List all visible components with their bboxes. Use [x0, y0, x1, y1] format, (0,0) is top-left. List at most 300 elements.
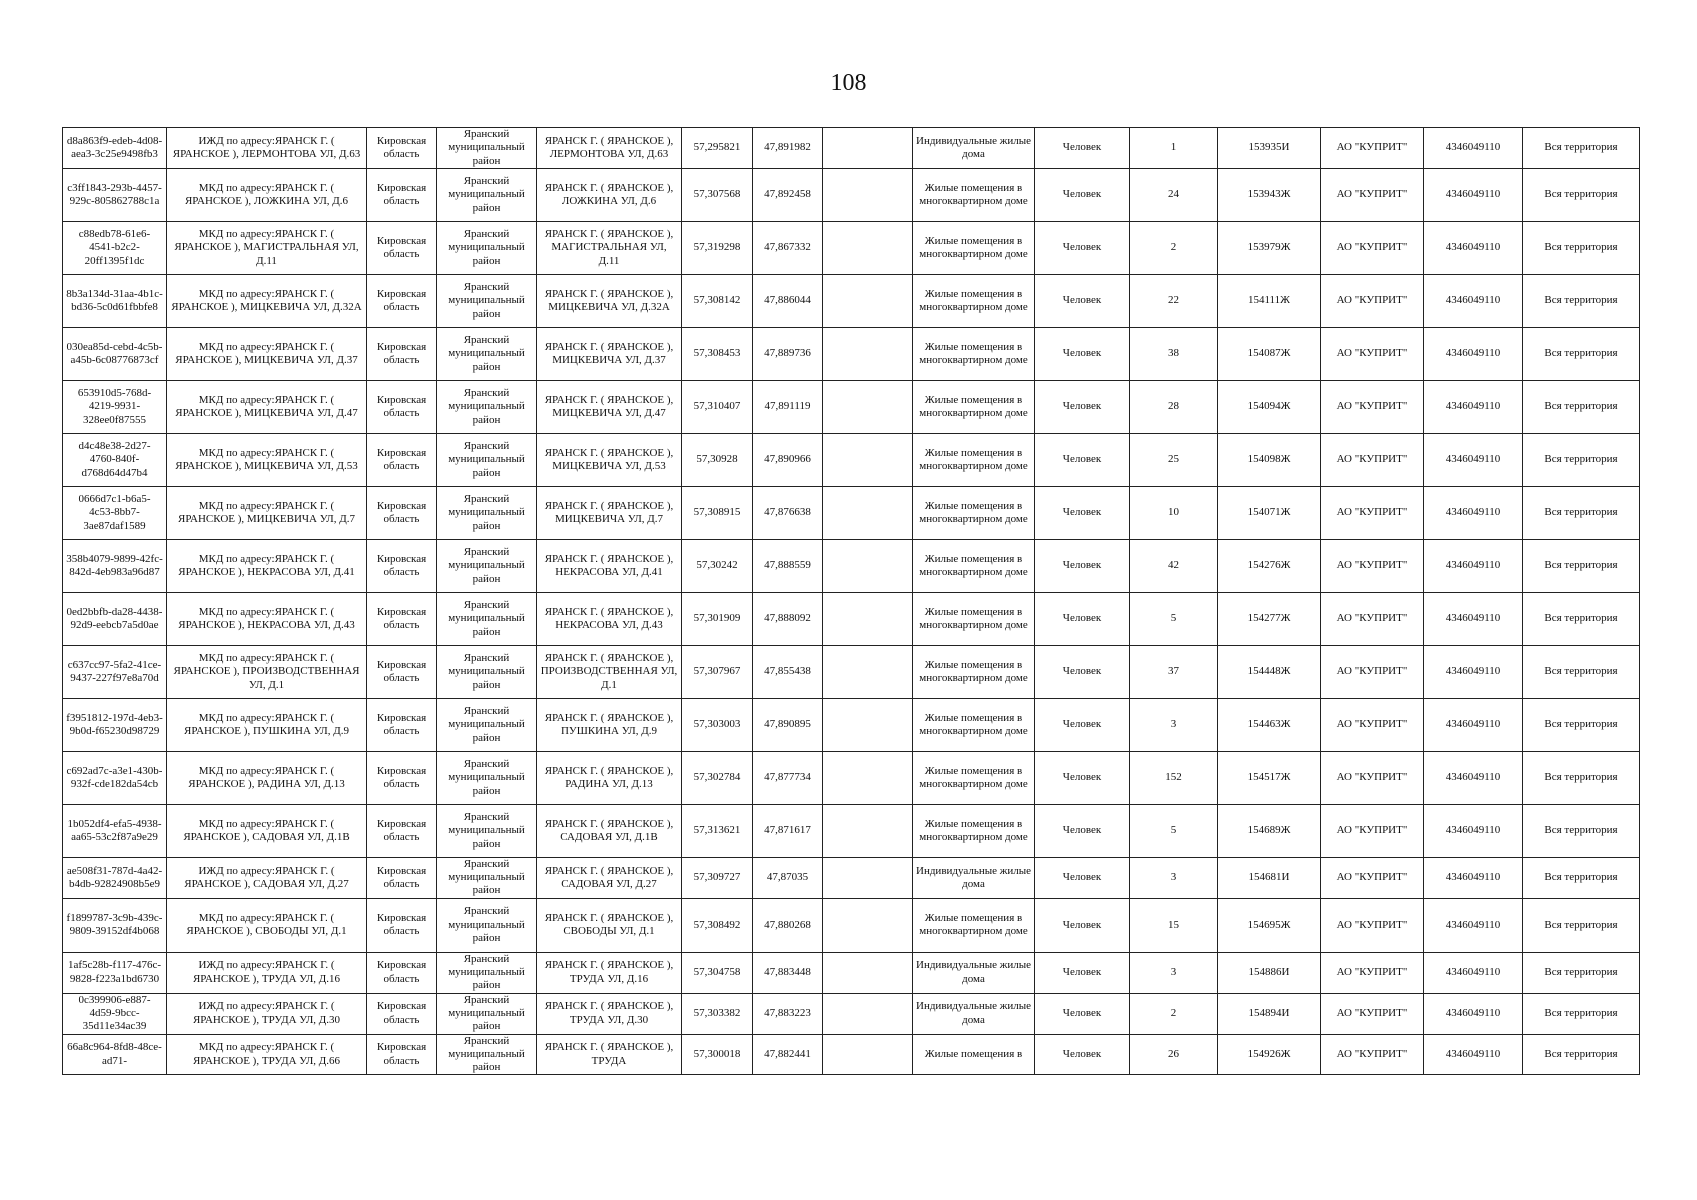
resident-count-cell: 1 — [1130, 128, 1218, 169]
district-cell: Яранский муниципальный район — [437, 221, 537, 274]
object-name-cell: ИЖД по адресу:ЯРАНСК Г. ( ЯРАНСКОЕ ), ТРУДА УЛ, Д.16 — [167, 952, 367, 993]
housing-type-cell: Жилые помещения в многоквартирном доме — [913, 645, 1035, 698]
object-name-cell: МКД по адресу:ЯРАНСК Г. ( ЯРАНСКОЕ ), МИЦКЕВИЧА УЛ, Д.37 — [167, 327, 367, 380]
longitude-cell: 47,867332 — [753, 221, 823, 274]
object-code-cell: 153943Ж — [1218, 168, 1321, 221]
unit-cell: Человек — [1035, 274, 1130, 327]
housing-type-cell: Жилые помещения в многоквартирном доме — [913, 274, 1035, 327]
empty-cell-cell — [823, 804, 913, 857]
registry-table — [62, 127, 1640, 1075]
longitude-cell: 47,87035 — [753, 857, 823, 898]
territory-cell: Вся территория — [1523, 698, 1640, 751]
organization-cell: АО "КУПРИТ" — [1321, 486, 1424, 539]
district-cell: Яранский муниципальный район — [437, 751, 537, 804]
unit-cell: Человек — [1035, 698, 1130, 751]
resident-count-cell: 3 — [1130, 857, 1218, 898]
row-id-cell: 1b052df4-efa5-4938-aa65-53c2f87a9e29 — [63, 804, 167, 857]
empty-cell-cell — [823, 645, 913, 698]
organization-cell: АО "КУПРИТ" — [1321, 592, 1424, 645]
territory-cell: Вся территория — [1523, 898, 1640, 952]
table-row — [63, 993, 1640, 1034]
inn-cell: 4346049110 — [1424, 274, 1523, 327]
address-cell: ЯРАНСК Г. ( ЯРАНСКОЕ ), ТРУДА — [537, 1034, 682, 1075]
object-code-cell: 154277Ж — [1218, 592, 1321, 645]
district-cell: Яранский муниципальный район — [437, 804, 537, 857]
address-cell: ЯРАНСК Г. ( ЯРАНСКОЕ ), МИЦКЕВИЧА УЛ, Д.32А — [537, 274, 682, 327]
unit-cell: Человек — [1035, 221, 1130, 274]
row-id-cell: d8a863f9-edeb-4d08-aea3-3c25e9498fb3 — [63, 128, 167, 169]
region-cell: Кировская область — [367, 221, 437, 274]
housing-type-cell: Жилые помещения в многоквартирном доме — [913, 539, 1035, 592]
housing-type-cell: Индивидуальные жилые дома — [913, 128, 1035, 169]
latitude-cell: 57,30242 — [682, 539, 753, 592]
empty-cell-cell — [823, 751, 913, 804]
latitude-cell: 57,304758 — [682, 952, 753, 993]
row-id-cell: 66a8c964-8fd8-48ce-ad71- — [63, 1034, 167, 1075]
resident-count-cell: 5 — [1130, 804, 1218, 857]
longitude-cell: 47,889736 — [753, 327, 823, 380]
empty-cell-cell — [823, 274, 913, 327]
address-cell: ЯРАНСК Г. ( ЯРАНСКОЕ ), МИЦКЕВИЧА УЛ, Д.53 — [537, 433, 682, 486]
table-row — [63, 274, 1640, 327]
region-cell: Кировская область — [367, 168, 437, 221]
address-cell: ЯРАНСК Г. ( ЯРАНСКОЕ ), САДОВАЯ УЛ, Д.1В — [537, 804, 682, 857]
inn-cell: 4346049110 — [1424, 898, 1523, 952]
table-row — [63, 592, 1640, 645]
object-code-cell: 154681И — [1218, 857, 1321, 898]
object-code-cell: 154695Ж — [1218, 898, 1321, 952]
territory-cell: Вся территория — [1523, 539, 1640, 592]
territory-cell: Вся территория — [1523, 804, 1640, 857]
territory-cell: Вся территория — [1523, 645, 1640, 698]
object-name-cell: МКД по адресу:ЯРАНСК Г. ( ЯРАНСКОЕ ), СВОБОДЫ УЛ, Д.1 — [167, 898, 367, 952]
object-code-cell: 154926Ж — [1218, 1034, 1321, 1075]
address-cell: ЯРАНСК Г. ( ЯРАНСКОЕ ), ТРУДА УЛ, Д.16 — [537, 952, 682, 993]
empty-cell-cell — [823, 857, 913, 898]
object-code-cell: 154463Ж — [1218, 698, 1321, 751]
housing-type-cell: Жилые помещения в многоквартирном доме — [913, 898, 1035, 952]
territory-cell: Вся территория — [1523, 221, 1640, 274]
latitude-cell: 57,308492 — [682, 898, 753, 952]
inn-cell: 4346049110 — [1424, 327, 1523, 380]
table-row — [63, 898, 1640, 952]
district-cell: Яранский муниципальный район — [437, 952, 537, 993]
row-id-cell: 0ed2bbfb-da28-4438-92d9-eebcb7a5d0ae — [63, 592, 167, 645]
territory-cell: Вся территория — [1523, 952, 1640, 993]
organization-cell: АО "КУПРИТ" — [1321, 698, 1424, 751]
region-cell: Кировская область — [367, 857, 437, 898]
district-cell: Яранский муниципальный район — [437, 857, 537, 898]
unit-cell: Человек — [1035, 168, 1130, 221]
housing-type-cell: Жилые помещения в многоквартирном доме — [913, 433, 1035, 486]
organization-cell: АО "КУПРИТ" — [1321, 645, 1424, 698]
region-cell: Кировская область — [367, 1034, 437, 1075]
object-name-cell: МКД по адресу:ЯРАНСК Г. ( ЯРАНСКОЕ ), ТРУДА УЛ, Д.66 — [167, 1034, 367, 1075]
object-name-cell: МКД по адресу:ЯРАНСК Г. ( ЯРАНСКОЕ ), МАГИСТРАЛЬНАЯ УЛ, Д.11 — [167, 221, 367, 274]
organization-cell: АО "КУПРИТ" — [1321, 1034, 1424, 1075]
latitude-cell: 57,313621 — [682, 804, 753, 857]
longitude-cell: 47,880268 — [753, 898, 823, 952]
housing-type-cell: Жилые помещения в многоквартирном доме — [913, 592, 1035, 645]
longitude-cell: 47,883223 — [753, 993, 823, 1034]
table-row — [63, 539, 1640, 592]
object-name-cell: МКД по адресу:ЯРАНСК Г. ( ЯРАНСКОЕ ), МИЦКЕВИЧА УЛ, Д.32А — [167, 274, 367, 327]
organization-cell: АО "КУПРИТ" — [1321, 274, 1424, 327]
region-cell: Кировская область — [367, 592, 437, 645]
organization-cell: АО "КУПРИТ" — [1321, 128, 1424, 169]
table-row — [63, 486, 1640, 539]
territory-cell: Вся территория — [1523, 1034, 1640, 1075]
empty-cell-cell — [823, 952, 913, 993]
longitude-cell: 47,855438 — [753, 645, 823, 698]
address-cell: ЯРАНСК Г. ( ЯРАНСКОЕ ), РАДИНА УЛ, Д.13 — [537, 751, 682, 804]
table-row — [63, 327, 1640, 380]
object-code-cell: 154071Ж — [1218, 486, 1321, 539]
object-code-cell: 154886И — [1218, 952, 1321, 993]
district-cell: Яранский муниципальный район — [437, 592, 537, 645]
address-cell: ЯРАНСК Г. ( ЯРАНСКОЕ ), ПУШКИНА УЛ, Д.9 — [537, 698, 682, 751]
resident-count-cell: 3 — [1130, 952, 1218, 993]
row-id-cell: f1899787-3c9b-439c-9809-39152df4b068 — [63, 898, 167, 952]
territory-cell: Вся территория — [1523, 993, 1640, 1034]
empty-cell-cell — [823, 380, 913, 433]
longitude-cell: 47,876638 — [753, 486, 823, 539]
unit-cell: Человек — [1035, 645, 1130, 698]
inn-cell: 4346049110 — [1424, 645, 1523, 698]
housing-type-cell: Индивидуальные жилые дома — [913, 952, 1035, 993]
latitude-cell: 57,309727 — [682, 857, 753, 898]
row-id-cell: 0c399906-e887-4d59-9bcc-35d11e34ac39 — [63, 993, 167, 1034]
district-cell: Яранский муниципальный район — [437, 433, 537, 486]
address-cell: ЯРАНСК Г. ( ЯРАНСКОЕ ), МАГИСТРАЛЬНАЯ УЛ, Д.11 — [537, 221, 682, 274]
organization-cell: АО "КУПРИТ" — [1321, 898, 1424, 952]
territory-cell: Вся территория — [1523, 433, 1640, 486]
address-cell: ЯРАНСК Г. ( ЯРАНСКОЕ ), ТРУДА УЛ, Д.30 — [537, 993, 682, 1034]
latitude-cell: 57,301909 — [682, 592, 753, 645]
region-cell: Кировская область — [367, 327, 437, 380]
housing-type-cell: Жилые помещения в многоквартирном доме — [913, 168, 1035, 221]
latitude-cell: 57,307568 — [682, 168, 753, 221]
resident-count-cell: 24 — [1130, 168, 1218, 221]
inn-cell: 4346049110 — [1424, 751, 1523, 804]
district-cell: Яранский муниципальный район — [437, 168, 537, 221]
row-id-cell: c3ff1843-293b-4457-929c-805862788c1a — [63, 168, 167, 221]
inn-cell: 4346049110 — [1424, 433, 1523, 486]
district-cell: Яранский муниципальный район — [437, 128, 537, 169]
territory-cell: Вся территория — [1523, 128, 1640, 169]
inn-cell: 4346049110 — [1424, 952, 1523, 993]
inn-cell: 4346049110 — [1424, 486, 1523, 539]
unit-cell: Человек — [1035, 1034, 1130, 1075]
object-name-cell: МКД по адресу:ЯРАНСК Г. ( ЯРАНСКОЕ ), НЕКРАСОВА УЛ, Д.43 — [167, 592, 367, 645]
row-id-cell: 030ea85d-cebd-4c5b-a45b-6c08776873cf — [63, 327, 167, 380]
address-cell: ЯРАНСК Г. ( ЯРАНСКОЕ ), САДОВАЯ УЛ, Д.27 — [537, 857, 682, 898]
resident-count-cell: 37 — [1130, 645, 1218, 698]
housing-type-cell: Жилые помещения в — [913, 1034, 1035, 1075]
latitude-cell: 57,303003 — [682, 698, 753, 751]
district-cell: Яранский муниципальный район — [437, 898, 537, 952]
resident-count-cell: 10 — [1130, 486, 1218, 539]
object-name-cell: МКД по адресу:ЯРАНСК Г. ( ЯРАНСКОЕ ), ЛОЖКИНА УЛ, Д.6 — [167, 168, 367, 221]
unit-cell: Человек — [1035, 327, 1130, 380]
page-number: 108 — [830, 70, 867, 96]
housing-type-cell: Жилые помещения в многоквартирном доме — [913, 327, 1035, 380]
territory-cell: Вся территория — [1523, 274, 1640, 327]
region-cell: Кировская область — [367, 539, 437, 592]
object-code-cell: 154094Ж — [1218, 380, 1321, 433]
table-row — [63, 128, 1640, 169]
region-cell: Кировская область — [367, 993, 437, 1034]
unit-cell: Человек — [1035, 751, 1130, 804]
territory-cell: Вся территория — [1523, 857, 1640, 898]
row-id-cell: 0666d7c1-b6a5-4c53-8bb7-3ae87daf1589 — [63, 486, 167, 539]
row-id-cell: d4c48e38-2d27-4760-840f-d768d64d47b4 — [63, 433, 167, 486]
region-cell: Кировская область — [367, 698, 437, 751]
latitude-cell: 57,310407 — [682, 380, 753, 433]
object-code-cell: 154098Ж — [1218, 433, 1321, 486]
resident-count-cell: 38 — [1130, 327, 1218, 380]
organization-cell: АО "КУПРИТ" — [1321, 993, 1424, 1034]
district-cell: Яранский муниципальный район — [437, 486, 537, 539]
empty-cell-cell — [823, 128, 913, 169]
table-row — [63, 857, 1640, 898]
inn-cell: 4346049110 — [1424, 698, 1523, 751]
latitude-cell: 57,30928 — [682, 433, 753, 486]
object-name-cell: МКД по адресу:ЯРАНСК Г. ( ЯРАНСКОЕ ), МИЦКЕВИЧА УЛ, Д.53 — [167, 433, 367, 486]
organization-cell: АО "КУПРИТ" — [1321, 751, 1424, 804]
region-cell: Кировская область — [367, 380, 437, 433]
row-id-cell: c692ad7c-a3e1-430b-932f-cde182da54cb — [63, 751, 167, 804]
longitude-cell: 47,882441 — [753, 1034, 823, 1075]
empty-cell-cell — [823, 221, 913, 274]
unit-cell: Человек — [1035, 804, 1130, 857]
resident-count-cell: 42 — [1130, 539, 1218, 592]
inn-cell: 4346049110 — [1424, 539, 1523, 592]
region-cell: Кировская область — [367, 486, 437, 539]
object-name-cell: МКД по адресу:ЯРАНСК Г. ( ЯРАНСКОЕ ), РАДИНА УЛ, Д.13 — [167, 751, 367, 804]
latitude-cell: 57,319298 — [682, 221, 753, 274]
table-row — [63, 645, 1640, 698]
district-cell: Яранский муниципальный район — [437, 1034, 537, 1075]
longitude-cell: 47,888559 — [753, 539, 823, 592]
object-code-cell: 153935И — [1218, 128, 1321, 169]
table-row — [63, 380, 1640, 433]
housing-type-cell: Жилые помещения в многоквартирном доме — [913, 804, 1035, 857]
housing-type-cell: Жилые помещения в многоквартирном доме — [913, 380, 1035, 433]
organization-cell: АО "КУПРИТ" — [1321, 221, 1424, 274]
unit-cell: Человек — [1035, 486, 1130, 539]
district-cell: Яранский муниципальный район — [437, 380, 537, 433]
table-row — [63, 221, 1640, 274]
resident-count-cell: 5 — [1130, 592, 1218, 645]
territory-cell: Вся территория — [1523, 486, 1640, 539]
resident-count-cell: 28 — [1130, 380, 1218, 433]
inn-cell: 4346049110 — [1424, 168, 1523, 221]
longitude-cell: 47,886044 — [753, 274, 823, 327]
district-cell: Яранский муниципальный район — [437, 993, 537, 1034]
object-name-cell: МКД по адресу:ЯРАНСК Г. ( ЯРАНСКОЕ ), ПРОИЗВОДСТВЕННАЯ УЛ, Д.1 — [167, 645, 367, 698]
row-id-cell: 653910d5-768d-4219-9931-328ee0f87555 — [63, 380, 167, 433]
resident-count-cell: 152 — [1130, 751, 1218, 804]
resident-count-cell: 15 — [1130, 898, 1218, 952]
object-code-cell: 154689Ж — [1218, 804, 1321, 857]
housing-type-cell: Жилые помещения в многоквартирном доме — [913, 486, 1035, 539]
unit-cell: Человек — [1035, 539, 1130, 592]
resident-count-cell: 26 — [1130, 1034, 1218, 1075]
resident-count-cell: 2 — [1130, 993, 1218, 1034]
latitude-cell: 57,308142 — [682, 274, 753, 327]
empty-cell-cell — [823, 539, 913, 592]
latitude-cell: 57,307967 — [682, 645, 753, 698]
region-cell: Кировская область — [367, 898, 437, 952]
address-cell: ЯРАНСК Г. ( ЯРАНСКОЕ ), МИЦКЕВИЧА УЛ, Д.7 — [537, 486, 682, 539]
territory-cell: Вся территория — [1523, 168, 1640, 221]
object-code-cell: 154448Ж — [1218, 645, 1321, 698]
latitude-cell: 57,300018 — [682, 1034, 753, 1075]
table-row — [63, 952, 1640, 993]
organization-cell: АО "КУПРИТ" — [1321, 952, 1424, 993]
organization-cell: АО "КУПРИТ" — [1321, 857, 1424, 898]
region-cell: Кировская область — [367, 128, 437, 169]
empty-cell-cell — [823, 1034, 913, 1075]
table-row — [63, 751, 1640, 804]
district-cell: Яранский муниципальный район — [437, 539, 537, 592]
latitude-cell: 57,308915 — [682, 486, 753, 539]
resident-count-cell: 22 — [1130, 274, 1218, 327]
organization-cell: АО "КУПРИТ" — [1321, 804, 1424, 857]
empty-cell-cell — [823, 592, 913, 645]
longitude-cell: 47,892458 — [753, 168, 823, 221]
inn-cell: 4346049110 — [1424, 128, 1523, 169]
object-name-cell: МКД по адресу:ЯРАНСК Г. ( ЯРАНСКОЕ ), НЕКРАСОВА УЛ, Д.41 — [167, 539, 367, 592]
territory-cell: Вся территория — [1523, 380, 1640, 433]
empty-cell-cell — [823, 993, 913, 1034]
inn-cell: 4346049110 — [1424, 857, 1523, 898]
inn-cell: 4346049110 — [1424, 804, 1523, 857]
longitude-cell: 47,871617 — [753, 804, 823, 857]
unit-cell: Человек — [1035, 898, 1130, 952]
district-cell: Яранский муниципальный район — [437, 698, 537, 751]
empty-cell-cell — [823, 698, 913, 751]
object-name-cell: МКД по адресу:ЯРАНСК Г. ( ЯРАНСКОЕ ), МИЦКЕВИЧА УЛ, Д.7 — [167, 486, 367, 539]
row-id-cell: 1af5c28b-f117-476c-9828-f223a1bd6730 — [63, 952, 167, 993]
inn-cell: 4346049110 — [1424, 221, 1523, 274]
address-cell: ЯРАНСК Г. ( ЯРАНСКОЕ ), НЕКРАСОВА УЛ, Д.41 — [537, 539, 682, 592]
empty-cell-cell — [823, 327, 913, 380]
address-cell: ЯРАНСК Г. ( ЯРАНСКОЕ ), ЛОЖКИНА УЛ, Д.6 — [537, 168, 682, 221]
table-row — [63, 168, 1640, 221]
address-cell: ЯРАНСК Г. ( ЯРАНСКОЕ ), МИЦКЕВИЧА УЛ, Д.47 — [537, 380, 682, 433]
longitude-cell: 47,890895 — [753, 698, 823, 751]
unit-cell: Человек — [1035, 380, 1130, 433]
longitude-cell: 47,877734 — [753, 751, 823, 804]
district-cell: Яранский муниципальный район — [437, 274, 537, 327]
longitude-cell: 47,883448 — [753, 952, 823, 993]
registry-rows — [63, 128, 1640, 1075]
address-cell: ЯРАНСК Г. ( ЯРАНСКОЕ ), ПРОИЗВОДСТВЕННАЯ УЛ, Д.1 — [537, 645, 682, 698]
empty-cell-cell — [823, 486, 913, 539]
empty-cell-cell — [823, 898, 913, 952]
object-name-cell: МКД по адресу:ЯРАНСК Г. ( ЯРАНСКОЕ ), МИЦКЕВИЧА УЛ, Д.47 — [167, 380, 367, 433]
territory-cell: Вся территория — [1523, 751, 1640, 804]
unit-cell: Человек — [1035, 857, 1130, 898]
organization-cell: АО "КУПРИТ" — [1321, 433, 1424, 486]
inn-cell: 4346049110 — [1424, 1034, 1523, 1075]
table-row — [63, 433, 1640, 486]
region-cell: Кировская область — [367, 952, 437, 993]
housing-type-cell: Жилые помещения в многоквартирном доме — [913, 698, 1035, 751]
object-code-cell: 154517Ж — [1218, 751, 1321, 804]
resident-count-cell: 3 — [1130, 698, 1218, 751]
row-id-cell: 358b4079-9899-42fc-842d-4eb983a96d87 — [63, 539, 167, 592]
region-cell: Кировская область — [367, 433, 437, 486]
housing-type-cell: Жилые помещения в многоквартирном доме — [913, 221, 1035, 274]
object-name-cell: МКД по адресу:ЯРАНСК Г. ( ЯРАНСКОЕ ), ПУШКИНА УЛ, Д.9 — [167, 698, 367, 751]
row-id-cell: f3951812-197d-4eb3-9b0d-f65230d98729 — [63, 698, 167, 751]
region-cell: Кировская область — [367, 645, 437, 698]
organization-cell: АО "КУПРИТ" — [1321, 539, 1424, 592]
longitude-cell: 47,891119 — [753, 380, 823, 433]
region-cell: Кировская область — [367, 804, 437, 857]
address-cell: ЯРАНСК Г. ( ЯРАНСКОЕ ), НЕКРАСОВА УЛ, Д.43 — [537, 592, 682, 645]
inn-cell: 4346049110 — [1424, 592, 1523, 645]
latitude-cell: 57,303382 — [682, 993, 753, 1034]
row-id-cell: 8b3a134d-31aa-4b1c-bd36-5c0d61fbbfe8 — [63, 274, 167, 327]
latitude-cell: 57,308453 — [682, 327, 753, 380]
object-name-cell: ИЖД по адресу:ЯРАНСК Г. ( ЯРАНСКОЕ ), ЛЕРМОНТОВА УЛ, Д.63 — [167, 128, 367, 169]
table-row — [63, 1034, 1640, 1075]
object-code-cell: 154894И — [1218, 993, 1321, 1034]
longitude-cell: 47,890966 — [753, 433, 823, 486]
address-cell: ЯРАНСК Г. ( ЯРАНСКОЕ ), МИЦКЕВИЧА УЛ, Д.37 — [537, 327, 682, 380]
territory-cell: Вся территория — [1523, 592, 1640, 645]
empty-cell-cell — [823, 168, 913, 221]
region-cell: Кировская область — [367, 274, 437, 327]
object-name-cell: ИЖД по адресу:ЯРАНСК Г. ( ЯРАНСКОЕ ), САДОВАЯ УЛ, Д.27 — [167, 857, 367, 898]
object-code-cell: 154276Ж — [1218, 539, 1321, 592]
object-name-cell: ИЖД по адресу:ЯРАНСК Г. ( ЯРАНСКОЕ ), ТРУДА УЛ, Д.30 — [167, 993, 367, 1034]
row-id-cell: ae508f31-787d-4a42-b4db-92824908b5e9 — [63, 857, 167, 898]
table-row — [63, 804, 1640, 857]
latitude-cell: 57,295821 — [682, 128, 753, 169]
address-cell: ЯРАНСК Г. ( ЯРАНСКОЕ ), СВОБОДЫ УЛ, Д.1 — [537, 898, 682, 952]
object-code-cell: 154087Ж — [1218, 327, 1321, 380]
district-cell: Яранский муниципальный район — [437, 645, 537, 698]
empty-cell-cell — [823, 433, 913, 486]
region-cell: Кировская область — [367, 751, 437, 804]
longitude-cell: 47,891982 — [753, 128, 823, 169]
resident-count-cell: 25 — [1130, 433, 1218, 486]
object-code-cell: 154111Ж — [1218, 274, 1321, 327]
address-cell: ЯРАНСК Г. ( ЯРАНСКОЕ ), ЛЕРМОНТОВА УЛ, Д.63 — [537, 128, 682, 169]
unit-cell: Человек — [1035, 592, 1130, 645]
housing-type-cell: Индивидуальные жилые дома — [913, 857, 1035, 898]
organization-cell: АО "КУПРИТ" — [1321, 168, 1424, 221]
unit-cell: Человек — [1035, 952, 1130, 993]
organization-cell: АО "КУПРИТ" — [1321, 327, 1424, 380]
housing-type-cell: Жилые помещения в многоквартирном доме — [913, 751, 1035, 804]
longitude-cell: 47,888092 — [753, 592, 823, 645]
district-cell: Яранский муниципальный район — [437, 327, 537, 380]
inn-cell: 4346049110 — [1424, 993, 1523, 1034]
housing-type-cell: Индивидуальные жилые дома — [913, 993, 1035, 1034]
table-row — [63, 698, 1640, 751]
unit-cell: Человек — [1035, 993, 1130, 1034]
inn-cell: 4346049110 — [1424, 380, 1523, 433]
object-code-cell: 153979Ж — [1218, 221, 1321, 274]
organization-cell: АО "КУПРИТ" — [1321, 380, 1424, 433]
object-name-cell: МКД по адресу:ЯРАНСК Г. ( ЯРАНСКОЕ ), САДОВАЯ УЛ, Д.1В — [167, 804, 367, 857]
